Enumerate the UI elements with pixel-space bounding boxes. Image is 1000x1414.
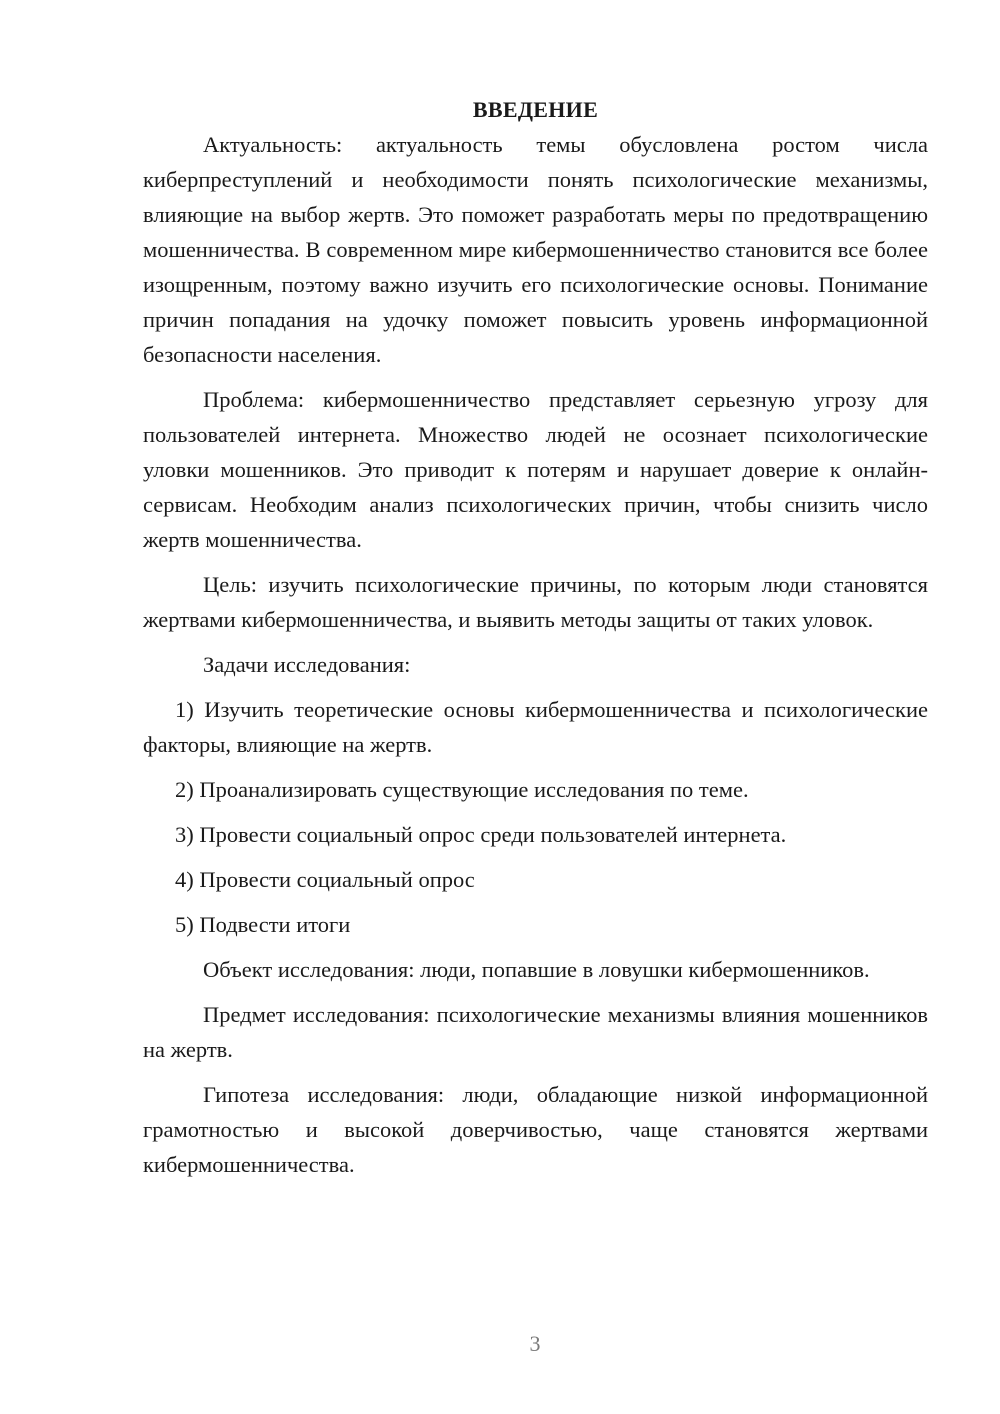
- page-number: 3: [529, 1331, 541, 1356]
- object-paragraph: Объект исследования: люди, попавшие в ловушки кибермошенников.: [203, 957, 870, 982]
- goal-paragraph: Цель: изучить психологические причины, по которым люди становятся жертвами кибермошенничества, и выявить методы защиты от таких уловок.: [143, 572, 928, 632]
- task-item-4: 4) Провести социальный опрос: [175, 867, 475, 892]
- hypothesis-paragraph: Гипотеза исследования: люди, обладающие низкой информационной грамотностью и высокой доверчивостью, чаще становятся жертвами кибермошенничества.: [143, 1082, 928, 1177]
- problem-paragraph: Проблема: кибермошенничество представляет серьезную угрозу для пользователей интернета. Множество людей не осознает психологические уловки мошенников. Это приводит к потерям и нарушает доверие к онлайн-сервисам. Необходим анализ психологических причин, чтобы снизить число жертв мошенничества.: [143, 387, 928, 552]
- document-page: [143, 92, 928, 1182]
- task-item-3: 3) Провести социальный опрос среди пользователей интернета.: [175, 822, 787, 847]
- subject-paragraph: Предмет исследования: психологические механизмы влияния мошенников на жертв.: [143, 1002, 928, 1062]
- task-item-1: 1) Изучить теоретические основы кибермошенничества и психологические факторы, влияющие на жертв.: [143, 697, 928, 757]
- tasks-heading: Задачи исследования:: [203, 652, 411, 677]
- section-title: ВВЕДЕНИЕ: [472, 97, 599, 122]
- task-item-2: 2) Проанализировать существующие исследования по теме.: [175, 777, 749, 802]
- task-item-5: 5) Подвести итоги: [175, 912, 351, 937]
- relevance-paragraph: Актуальность: актуальность темы обусловлена ростом числа киберпреступлений и необходимости понять психологические механизмы, влияющие на выбор жертв. Это поможет разработать меры по предотвращению мошенничества. В современном мире кибермошенничество становится все более изощренным, поэтому важно изучить его психологические основы. Понимание причин попадания на удочку поможет повысить уровень информационной безопасности населения.: [143, 132, 928, 367]
